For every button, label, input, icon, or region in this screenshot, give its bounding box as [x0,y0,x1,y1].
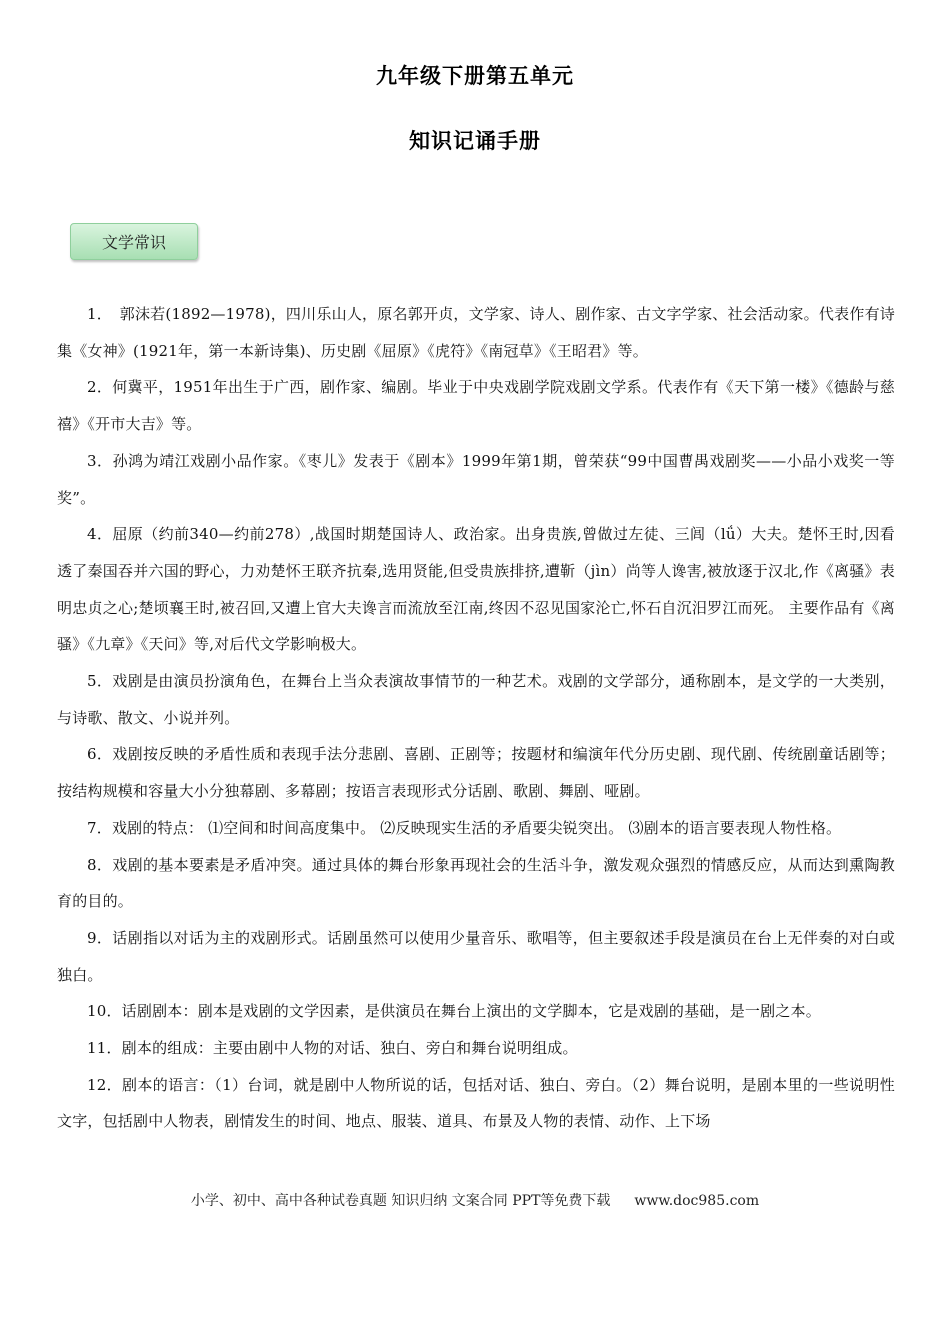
paragraph-5: 5．戏剧是由演员扮演角色，在舞台上当众表演故事情节的一种艺术。戏剧的文学部分，通称剧本，是文学的一大类别，与诗歌、散文、小说并列。 [57,672,895,727]
paragraph-12: 12．剧本的语言：（1）台词，就是剧中人物所说的话，包括对话、独白、旁白。（2）舞台说明，是剧本里的一些说明性文字，包括剧中人物表，剧情发生的时间、地点、服装、道具、布景及人物的表情、动作、上下场 [57,1075,895,1131]
section-badge: 文学常识 [70,223,198,260]
footer-url[interactable]: www.doc985.com [634,1193,760,1209]
footer-text: 小学、初中、高中各种试卷真题 知识归纳 文案合同 PPT等免费下载 [190,1193,611,1209]
paragraph-7: 7．戏剧的特点： ⑴空间和时间高度集中。 ⑵反映现实生活的矛盾要尖锐突出。 ⑶剧本的语言要表现人物性格。 [87,818,842,837]
page-footer [0,1190,950,1210]
paragraph-11: 11．剧本的组成：主要由剧中人物的对话、独白、旁白和舞台说明组成。 [87,1039,578,1058]
paragraph-3: 3．孙鸿为靖江戏剧小品作家。《枣儿》发表于《剧本》1999年第1期，曾荣获“99中国曹禺戏剧奖——小品小戏奖一等奖”。 [57,451,895,507]
paragraph-9: 9．话剧指以对话为主的戏剧形式。话剧虽然可以使用少量音乐、歌唱等，但主要叙述手段是演员在台上无伴奏的对白或独白。 [57,928,895,984]
paragraph-8: 8．戏剧的基本要素是矛盾冲突。通过具体的舞台形象再现社会的生活斗争，激发观众强烈的情感反应，从而达到熏陶教育的目的。 [57,855,895,911]
paragraph-2: 2．何冀平，1951年出生于广西，剧作家、编剧。毕业于中央戏剧学院戏剧文学系。代表作有《天下第一楼》《德龄与慈禧》《开市大吉》等。 [57,378,895,434]
paragraph-6: 6．戏剧按反映的矛盾性质和表现手法分悲剧、喜剧、正剧等；按题材和编演年代分历史剧、现代剧、传统剧童话剧等；按结构规模和容量大小分独幕剧、多幕剧；按语言表现形式分话剧、歌剧、舞剧、哑剧。 [57,745,895,801]
paragraph-10: 10．话剧剧本：剧本是戏剧的文学因素，是供演员在舞台上演出的文学脚本，它是戏剧的基础，是一剧之本。 [87,1002,821,1021]
paragraph-1: 1． 郭沫若(1892—1978)，四川乐山人，原名郭开贞，文学家、诗人、剧作家、古文字学家、社会活动家。代表作有诗集《女神》(1921年，第一本新诗集)、历史剧《屈原》《虎符》《南冠草》《王昭君》等。 [57,305,895,360]
paragraph-4: 4．屈原（约前340—约前278）,战国时期楚国诗人、政治家。出身贵族,曾做过左徒、三闾（lǘ）大夫。楚怀王时,因看透了秦国吞并六国的野心，力劝楚怀王联齐抗秦,选用贤能,但受贵族排挤,遭靳（jìn）尚等人谗害,被放逐于汉北,作《离骚》表明忠贞之心;楚顷襄王时,被召回,又遭上官大夫谗言而流放至江南,终因不忍见国家沦亡,怀石自沉汨罗江而死。 主要作品有《离骚》《九章》《天问》等,对后代文学影响极大。 [57,525,895,654]
document-title: 九年级下册第五单元 [376,64,574,88]
content-body [57,296,895,1140]
document-subtitle: 知识记诵手册 [409,129,541,153]
